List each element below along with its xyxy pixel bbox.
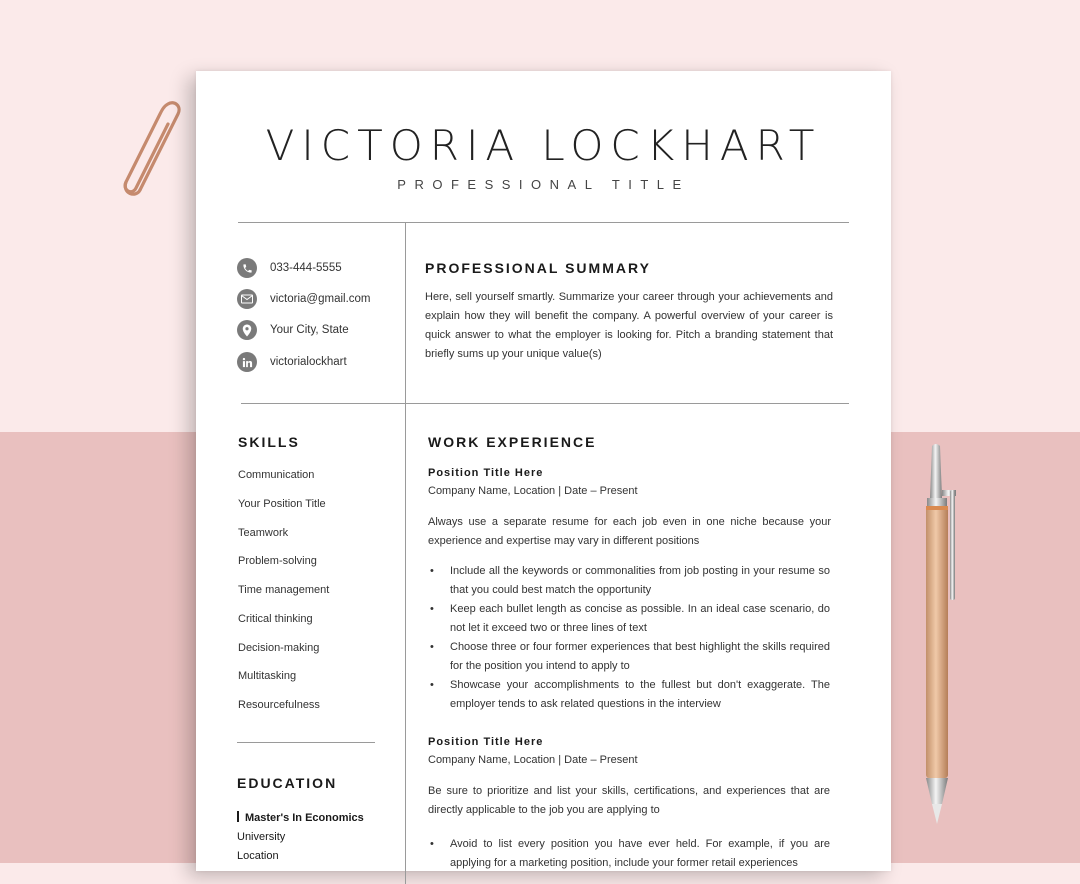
education-heading: EDUCATION xyxy=(237,775,338,791)
job-bullets xyxy=(428,835,830,873)
job-bullets xyxy=(428,562,830,714)
degree-text: Master's In Economics xyxy=(245,812,364,824)
skills-divider xyxy=(237,742,375,743)
phone-text: 033-444-5555 xyxy=(270,262,342,274)
skill-item: Multitasking xyxy=(238,670,297,682)
section-divider xyxy=(241,403,849,404)
education-degree xyxy=(237,811,364,824)
summary-heading: PROFESSIONAL SUMMARY xyxy=(425,260,651,276)
skill-item: Communication xyxy=(238,469,315,481)
job-bullet: • Showcase your accomplishments to the fullest but don't exaggerate. The employer tends to ask related questions in the interview xyxy=(428,676,830,714)
skills-heading: SKILLS xyxy=(238,434,300,450)
education-location: Location xyxy=(237,850,279,862)
pen-icon xyxy=(918,442,962,827)
job-bullet: • Choose three or four former experiences that best highlight the skills required for the position you intend to apply to xyxy=(428,638,830,676)
job-description: Always use a separate resume for each job even in one niche because your experience and expertise may vary in different positions xyxy=(428,516,831,547)
job-bullet: • Keep each bullet length as concise as possible. In an ideal case scenario, do not let it exceed two or three lines of text xyxy=(428,600,830,638)
resume-page xyxy=(196,71,891,871)
job-position: Position Title Here xyxy=(428,736,544,748)
phone-icon xyxy=(237,258,257,278)
contact-email xyxy=(237,289,371,309)
education-school: University xyxy=(237,831,286,843)
degree-marker xyxy=(237,811,239,822)
skill-item: Critical thinking xyxy=(238,613,313,625)
job-bullet: • Avoid to list every position you have ever held. For example, if you are applying for a marketing position, include your former retail experiences xyxy=(428,835,830,873)
skill-item: Problem-solving xyxy=(238,555,317,567)
job-company: Company Name, Location | Date – Present xyxy=(428,754,638,766)
location-pin-icon xyxy=(237,320,257,340)
upper-column-divider xyxy=(405,223,406,403)
contact-phone xyxy=(237,258,342,278)
skill-item: Your Position Title xyxy=(238,498,326,510)
contact-linkedin xyxy=(237,352,347,372)
skill-item: Decision-making xyxy=(238,642,320,654)
skill-item: Resourcefulness xyxy=(238,699,320,711)
header-divider xyxy=(238,222,849,223)
linkedin-icon xyxy=(237,352,257,372)
job-company: Company Name, Location | Date – Present xyxy=(428,485,638,497)
job-bullet: • Include all the keywords or commonalities from job posting in your resume so that you could best match the opportunity xyxy=(428,562,830,600)
email-text: victoria@gmail.com xyxy=(270,293,371,305)
skill-item: Time management xyxy=(238,584,330,596)
lower-column-divider xyxy=(405,404,406,884)
job-description: Be sure to prioritize and list your skills, certifications, and experiences that are directly applicable to the job you are applying to xyxy=(428,785,830,816)
resume-title: PROFESSIONAL TITLE xyxy=(397,177,690,192)
linkedin-text: victorialockhart xyxy=(270,356,347,368)
contact-location xyxy=(237,320,349,340)
skill-item: Teamwork xyxy=(238,527,289,539)
resume-name: VICTORIA LOCKHART xyxy=(265,121,822,170)
paperclip-icon xyxy=(112,100,194,200)
experience-heading: WORK EXPERIENCE xyxy=(428,434,597,450)
summary-text: Here, sell yourself smartly. Summarize your career through your achievements and explain how they will benefit the company. A powerful overview of your career is quick answer to what the employer is looking for. Pitch a branding statement that briefly sums up your unique value(s) xyxy=(425,291,833,360)
location-text: Your City, State xyxy=(270,324,349,336)
job-position: Position Title Here xyxy=(428,467,544,479)
mail-icon xyxy=(237,289,257,309)
